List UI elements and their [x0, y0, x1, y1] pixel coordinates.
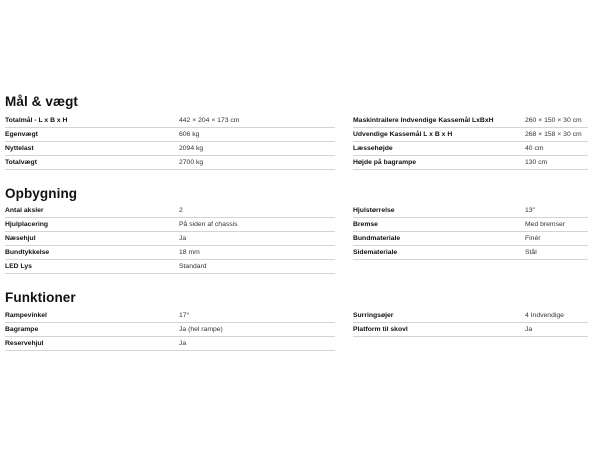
- spec-row: [353, 204, 588, 218]
- spec-label: Totalvægt: [5, 159, 37, 166]
- spec-value: 4 Indvendige: [525, 312, 564, 319]
- spec-label: Højde på bagrampe: [353, 159, 417, 166]
- spec-column-left: [5, 114, 335, 170]
- spec-row: [353, 156, 588, 170]
- spec-label: Platform til skovl: [353, 326, 408, 333]
- spec-value: 2: [179, 207, 183, 214]
- spec-row: [5, 232, 335, 246]
- spec-row: [353, 246, 588, 260]
- spec-value: 442 × 204 × 173 cm: [179, 117, 240, 124]
- spec-column-right: [353, 204, 588, 260]
- spec-row: [5, 260, 335, 274]
- spec-label: Læssehøjde: [353, 145, 393, 152]
- spec-label: Hjulplacering: [5, 221, 49, 228]
- spec-row: [5, 309, 335, 323]
- spec-label: Reservehjul: [5, 340, 44, 347]
- spec-value: Med bremser: [525, 221, 566, 228]
- spec-label: Bremse: [353, 221, 378, 228]
- spec-column-left: [5, 204, 335, 274]
- spec-label: Bagrampe: [5, 326, 39, 333]
- spec-label: Nyttelast: [5, 145, 34, 152]
- spec-row: [353, 128, 588, 142]
- spec-value: 268 × 158 × 30 cm: [525, 131, 582, 138]
- spec-value: Ja (hel rampe): [179, 326, 223, 333]
- spec-row: [353, 142, 588, 156]
- spec-label: Bundmateriale: [353, 235, 401, 242]
- spec-row: [5, 142, 335, 156]
- spec-value: Standard: [179, 263, 207, 270]
- spec-label: Surringsøjer: [353, 312, 394, 319]
- spec-label: Hjulstørrelse: [353, 207, 395, 214]
- spec-value: På siden af chassis: [179, 221, 238, 228]
- spec-label: Udvendige Kassemål L x B x H: [353, 131, 453, 138]
- spec-column-right: [353, 114, 588, 170]
- spec-column-left: [5, 309, 335, 351]
- spec-row: [5, 114, 335, 128]
- spec-row: [353, 309, 588, 323]
- spec-row: [353, 218, 588, 232]
- spec-value: 606 kg: [179, 131, 200, 138]
- spec-row: [5, 218, 335, 232]
- spec-value: Ja: [179, 340, 187, 347]
- spec-value: 17°: [179, 312, 190, 319]
- section-title: Opbygning: [5, 186, 78, 201]
- spec-value: 130 cm: [525, 159, 548, 166]
- spec-value: 2094 kg: [179, 145, 204, 152]
- spec-label: Sidemateriale: [353, 249, 398, 256]
- spec-label: LED Lys: [5, 263, 32, 270]
- spec-label: Antal aksler: [5, 207, 44, 214]
- spec-label: Rampevinkel: [5, 312, 47, 319]
- spec-row: [5, 246, 335, 260]
- section-title: Mål & vægt: [5, 94, 79, 109]
- spec-value: 40 cm: [525, 145, 544, 152]
- spec-value: Finér: [525, 235, 541, 242]
- spec-row: [353, 232, 588, 246]
- spec-value: Ja: [525, 326, 533, 333]
- spec-label: Totalmål - L x B x H: [5, 117, 68, 124]
- spec-label: Bundtykkelse: [5, 249, 50, 256]
- spec-row: [353, 114, 588, 128]
- spec-value: Stål: [525, 249, 537, 256]
- spec-row: [5, 337, 335, 351]
- spec-row: [5, 156, 335, 170]
- section-title: Funktioner: [5, 290, 76, 305]
- spec-label: Næsehjul: [5, 235, 36, 242]
- spec-value: 18 mm: [179, 249, 200, 256]
- spec-value: 260 × 150 × 30 cm: [525, 117, 582, 124]
- spec-value: 13": [525, 207, 535, 214]
- spec-row: [5, 128, 335, 142]
- spec-row: [5, 204, 335, 218]
- spec-label: Egenvægt: [5, 131, 38, 138]
- spec-value: Ja: [179, 235, 187, 242]
- spec-value: 2700 kg: [179, 159, 204, 166]
- spec-label: Maskintrailere Indvendige Kassemål LxBxH: [353, 117, 494, 124]
- spec-row: [5, 323, 335, 337]
- spec-row: [353, 323, 588, 337]
- spec-column-right: [353, 309, 588, 337]
